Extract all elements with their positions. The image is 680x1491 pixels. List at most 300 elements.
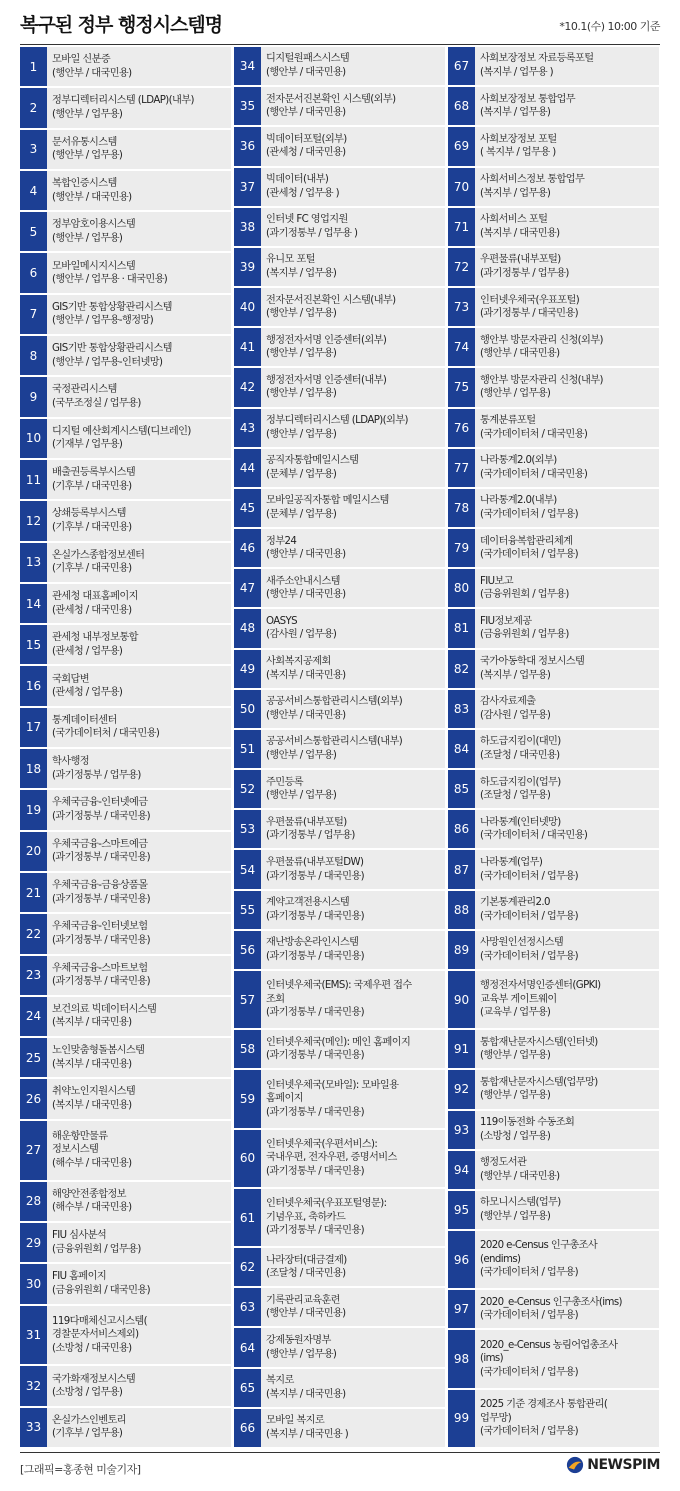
system-name-text: GIS기반 통합상황관리시스템 bbox=[52, 343, 172, 355]
ministry-usage-text: (금융위원회 / 대국민용) bbox=[52, 1284, 151, 1296]
row-number: 11 bbox=[20, 460, 47, 499]
system-name-text: 인터넷우체국(모바일): 모바일용 bbox=[266, 1079, 399, 1091]
row-number: 77 bbox=[448, 449, 475, 487]
ministry-usage-text: (행안부 / 대국민용) bbox=[266, 549, 346, 561]
system-entry bbox=[475, 971, 659, 1028]
system-name-text: 사망원인선정시스템 bbox=[480, 937, 564, 949]
row-number: 88 bbox=[448, 891, 475, 929]
row-number: 30 bbox=[20, 1264, 47, 1303]
ministry-usage-text: (국가데이터처 / 대국민용) bbox=[480, 830, 588, 842]
table-row bbox=[20, 1306, 231, 1365]
row-number: 56 bbox=[234, 931, 261, 969]
system-entry bbox=[261, 1328, 445, 1366]
system-name-text: 공직자통합메일시스템 bbox=[266, 455, 359, 467]
systems-table bbox=[20, 47, 660, 1447]
system-name-text: 기념우표, 축하카드 bbox=[266, 1211, 346, 1223]
ministry-usage-text: (국가데이터처 / 업무용) bbox=[480, 1267, 579, 1279]
system-entry bbox=[261, 1030, 445, 1068]
row-number: 72 bbox=[448, 248, 475, 286]
ministry-usage-text: (행안부 / 업무용) bbox=[52, 150, 123, 162]
ministry-usage-text: (과기정통부 / 업무용 ) bbox=[266, 227, 358, 239]
ministry-usage-text: (관세청 / 대국민용) bbox=[52, 604, 132, 616]
table-row bbox=[234, 87, 445, 125]
ministry-usage-text: (소방청 / 대국민용) bbox=[52, 1342, 132, 1354]
table-row bbox=[20, 1366, 231, 1405]
system-entry bbox=[261, 489, 445, 527]
ministry-usage-text: (과기정통부 / 대국민용) bbox=[266, 950, 365, 962]
table-row bbox=[448, 569, 659, 607]
table-row bbox=[448, 87, 659, 125]
system-entry bbox=[475, 368, 659, 406]
system-name-text: 사회보장정보 통합업무 bbox=[480, 93, 576, 105]
system-name-text: 2020_e-Census 인구총조사(ims) bbox=[480, 1296, 622, 1308]
system-name-text: FIU정보제공 bbox=[480, 615, 532, 627]
system-entry bbox=[475, 87, 659, 125]
system-entry bbox=[475, 208, 659, 246]
system-name-text: 기본통계관리2.0 bbox=[480, 897, 550, 909]
system-entry bbox=[47, 873, 231, 912]
system-name-text: 행안부 방문자관리 신청(외부) bbox=[480, 334, 603, 346]
ministry-usage-text: (국가데이터처 / 업무용) bbox=[480, 1426, 579, 1438]
system-entry bbox=[47, 1366, 231, 1405]
system-name-text: 학사행정 bbox=[52, 756, 89, 768]
system-entry bbox=[47, 1038, 231, 1077]
table-row bbox=[448, 409, 659, 447]
system-name-text: 나라통계2.0(외부) bbox=[480, 455, 557, 467]
system-entry bbox=[261, 810, 445, 848]
row-number: 33 bbox=[20, 1408, 47, 1447]
row-number: 2 bbox=[20, 88, 47, 127]
system-name-text: 나라통계2.0(내부) bbox=[480, 495, 557, 507]
system-name-text: 우체국금융-인터넷예금 bbox=[52, 797, 148, 809]
ministry-usage-text: (국가데이터처 / 대국민용) bbox=[52, 728, 160, 740]
table-row bbox=[448, 47, 659, 85]
table-row bbox=[448, 770, 659, 808]
ministry-usage-text: (행안부 / 업무용) bbox=[52, 232, 123, 244]
system-entry bbox=[47, 625, 231, 664]
table-row bbox=[234, 1130, 445, 1187]
row-number: 87 bbox=[448, 850, 475, 888]
table-row bbox=[448, 810, 659, 848]
system-entry bbox=[261, 730, 445, 768]
system-name-text: 나라통계(업무) bbox=[480, 856, 543, 868]
system-name-text: 새주소안내시스템 bbox=[266, 575, 340, 587]
ministry-usage-text: (과기정통부 / 대국민용) bbox=[266, 1106, 365, 1118]
row-number: 4 bbox=[20, 171, 47, 210]
row-number: 60 bbox=[234, 1130, 261, 1187]
ministry-usage-text: (행안부 / 업무용-인터넷망) bbox=[52, 356, 163, 368]
row-number: 41 bbox=[234, 328, 261, 366]
system-entry bbox=[261, 328, 445, 366]
system-entry bbox=[261, 127, 445, 165]
system-entry bbox=[475, 1330, 659, 1387]
system-name-text: 행정도서관 bbox=[480, 1157, 527, 1169]
ministry-usage-text: (국가데이터처 / 업무용) bbox=[480, 950, 579, 962]
system-entry bbox=[475, 529, 659, 567]
system-entry bbox=[47, 130, 231, 169]
table-row bbox=[448, 449, 659, 487]
table-row bbox=[234, 47, 445, 85]
system-entry bbox=[261, 87, 445, 125]
row-number: 40 bbox=[234, 288, 261, 326]
system-name-text: 강제동원자명부 bbox=[266, 1334, 331, 1346]
row-number: 57 bbox=[234, 971, 261, 1028]
system-name-text: 2025 기준 경제조사 통합관리( bbox=[480, 1398, 608, 1410]
table-row bbox=[20, 47, 231, 86]
table-row bbox=[20, 1182, 231, 1221]
table-row bbox=[448, 208, 659, 246]
ministry-usage-text: (국가데이터처 / 업무용) bbox=[480, 1310, 579, 1322]
table-row bbox=[20, 1038, 231, 1077]
row-number: 71 bbox=[448, 208, 475, 246]
system-entry bbox=[261, 850, 445, 888]
row-number: 46 bbox=[234, 529, 261, 567]
table-row bbox=[234, 368, 445, 406]
top-divider bbox=[20, 44, 660, 45]
row-number: 92 bbox=[448, 1070, 475, 1108]
row-number: 93 bbox=[448, 1111, 475, 1149]
table-row bbox=[448, 288, 659, 326]
system-entry bbox=[475, 730, 659, 768]
system-entry bbox=[475, 650, 659, 688]
system-entry bbox=[47, 47, 231, 86]
ministry-usage-text: (기후부 / 업무용) bbox=[52, 1428, 123, 1440]
ministry-usage-text: (복지부 / 대국민용 ) bbox=[266, 1428, 349, 1440]
table-row bbox=[20, 212, 231, 251]
row-number: 98 bbox=[448, 1330, 475, 1387]
row-number: 1 bbox=[20, 47, 47, 86]
ministry-usage-text: (과기정통부 / 대국민용) bbox=[266, 910, 365, 922]
ministry-usage-text: (과기정통부 / 대국민용) bbox=[52, 852, 151, 864]
system-name-text: 우체국금융-스마트예금 bbox=[52, 838, 148, 850]
table-row bbox=[234, 650, 445, 688]
system-entry bbox=[475, 1231, 659, 1288]
system-entry bbox=[475, 850, 659, 888]
system-entry bbox=[475, 770, 659, 808]
ministry-usage-text: (국가데이터처 / 대국민용) bbox=[480, 428, 588, 440]
system-entry bbox=[475, 891, 659, 929]
table-row bbox=[448, 1111, 659, 1149]
system-entry bbox=[475, 931, 659, 969]
row-number: 5 bbox=[20, 212, 47, 251]
table-row bbox=[234, 1030, 445, 1068]
row-number: 13 bbox=[20, 543, 47, 582]
system-entry bbox=[47, 790, 231, 829]
system-entry bbox=[47, 1408, 231, 1447]
ministry-usage-text: (국가데이터처 / 업무용) bbox=[480, 870, 579, 882]
system-name-text: 우체국금융-금융상품몰 bbox=[52, 879, 148, 891]
table-row bbox=[234, 1328, 445, 1366]
table-row bbox=[448, 368, 659, 406]
table-row bbox=[20, 130, 231, 169]
ministry-usage-text: (과기정통부 / 대국민용) bbox=[266, 1007, 365, 1019]
ministry-usage-text: (국무조정실 / 업무용) bbox=[52, 398, 141, 410]
system-name-text: (endims) bbox=[480, 1253, 521, 1265]
system-entry bbox=[261, 368, 445, 406]
system-name-text: 경찰문자서비스제외) bbox=[52, 1329, 139, 1341]
ministry-usage-text: (행안부 / 대국민용) bbox=[480, 348, 560, 360]
table-row bbox=[448, 1231, 659, 1288]
row-number: 52 bbox=[234, 770, 261, 808]
row-number: 65 bbox=[234, 1369, 261, 1407]
system-name-text: 국회답변 bbox=[52, 673, 89, 685]
table-row bbox=[20, 88, 231, 127]
table-row bbox=[234, 168, 445, 206]
system-name-text: 2020 e-Census 인구총조사 bbox=[480, 1240, 598, 1252]
table-row bbox=[20, 914, 231, 953]
system-name-text: 사회서비스정보 통합업무 bbox=[480, 174, 585, 185]
table-row bbox=[20, 1408, 231, 1447]
ministry-usage-text: (국가데이터처 / 업무용) bbox=[480, 508, 579, 520]
row-number: 21 bbox=[20, 873, 47, 912]
system-entry bbox=[47, 956, 231, 995]
table-row bbox=[234, 1070, 445, 1127]
column-3 bbox=[448, 47, 659, 1447]
system-entry bbox=[47, 584, 231, 623]
table-row bbox=[448, 1390, 659, 1447]
system-name-text: GIS기반 통합상황관리시스템 bbox=[52, 301, 172, 313]
table-row bbox=[234, 208, 445, 246]
graphic-credit: [그래픽=홍종현 미술기자] bbox=[20, 1463, 141, 1476]
system-name-text: 인터넷우체국(메인): 메인 홈페이지 bbox=[266, 1036, 411, 1048]
row-number: 15 bbox=[20, 625, 47, 664]
ministry-usage-text: (행안부 / 대국민용) bbox=[52, 191, 132, 203]
system-name-text: 행정전자서명 인증센터(외부) bbox=[266, 334, 387, 346]
row-number: 43 bbox=[234, 409, 261, 447]
system-name-text: 정부디렉터리시스템 (LDAP)(내부) bbox=[52, 95, 194, 107]
system-name-text: 해양안전종합정보 bbox=[52, 1188, 126, 1200]
table-row bbox=[448, 650, 659, 688]
system-entry bbox=[475, 449, 659, 487]
system-name-text: 사회복지공제회 bbox=[266, 656, 331, 668]
table-row bbox=[234, 569, 445, 607]
system-name-text: 인터넷우체국(우표포털영문): bbox=[266, 1198, 387, 1210]
system-name-text: 전자문서진본확인 시스템(내부) bbox=[266, 294, 396, 306]
ministry-usage-text: (기후부 / 대국민용) bbox=[52, 563, 132, 575]
table-row bbox=[448, 1191, 659, 1229]
ministry-usage-text: (과기정통부 / 대국민용) bbox=[52, 934, 151, 946]
page-title: 복구된 정부 행정시스템명 bbox=[20, 14, 223, 36]
system-name-text: 데이터융복합관리체계 bbox=[480, 535, 573, 547]
system-entry bbox=[475, 47, 659, 85]
ministry-usage-text: (행안부 / 업무용) bbox=[266, 308, 337, 320]
row-number: 28 bbox=[20, 1182, 47, 1221]
system-name-text: 정부암호이용시스템 bbox=[52, 219, 136, 231]
row-number: 66 bbox=[234, 1409, 261, 1447]
table-row bbox=[234, 1189, 445, 1246]
system-entry bbox=[475, 168, 659, 206]
ministry-usage-text: (과기정통부 / 대국민용) bbox=[52, 810, 151, 822]
table-row bbox=[20, 1079, 231, 1118]
system-name-text: 온실가스종합정보센터 bbox=[52, 549, 145, 561]
row-number: 23 bbox=[20, 956, 47, 995]
system-entry bbox=[475, 328, 659, 366]
ministry-usage-text: (행안부 / 대국민용) bbox=[266, 107, 346, 119]
table-row bbox=[448, 1290, 659, 1328]
system-entry bbox=[47, 88, 231, 127]
ministry-usage-text: (국가데이터처 / 업무용) bbox=[480, 549, 579, 561]
row-number: 89 bbox=[448, 931, 475, 969]
system-name-text: (ims) bbox=[480, 1353, 504, 1365]
ministry-usage-text: (관세청 / 대국민용) bbox=[266, 147, 346, 159]
system-entry bbox=[47, 708, 231, 747]
table-row bbox=[448, 971, 659, 1028]
system-name-text: 인터넷우체국(우편서비스): bbox=[266, 1138, 378, 1150]
table-row bbox=[20, 460, 231, 499]
row-number: 37 bbox=[234, 168, 261, 206]
ministry-usage-text: (국가데이터처 / 대국민용) bbox=[480, 468, 588, 480]
system-entry bbox=[261, 1409, 445, 1447]
table-row bbox=[20, 584, 231, 623]
row-number: 12 bbox=[20, 501, 47, 540]
system-entry bbox=[475, 569, 659, 607]
system-name-text: 우편물류(내부포털) bbox=[480, 254, 561, 266]
system-name-text: 상쇄등록부시스템 bbox=[52, 508, 126, 520]
table-row bbox=[20, 832, 231, 871]
ministry-usage-text: (행안부 / 업무용) bbox=[266, 388, 337, 400]
system-name-text: 기록관리교육훈련 bbox=[266, 1294, 340, 1306]
system-entry bbox=[261, 47, 445, 85]
ministry-usage-text: (행안부 / 대국민용) bbox=[266, 589, 346, 601]
bottom-divider bbox=[20, 1452, 660, 1453]
ministry-usage-text: (복지부 / 대국민용) bbox=[52, 1100, 132, 1112]
system-entry bbox=[47, 543, 231, 582]
system-name-text: 국가화재정보시스템 bbox=[52, 1373, 136, 1385]
table-row bbox=[20, 171, 231, 210]
table-row bbox=[234, 248, 445, 286]
system-name-text: 하도급지킴이(대민) bbox=[480, 736, 561, 748]
system-name-text: 노인맞춤형돌봄시스템 bbox=[52, 1045, 145, 1057]
table-row bbox=[234, 971, 445, 1028]
system-name-text: 인터넷 FC 영업지원 bbox=[266, 214, 348, 226]
system-entry bbox=[47, 212, 231, 251]
system-entry bbox=[47, 1121, 231, 1180]
row-number: 69 bbox=[448, 127, 475, 165]
system-entry bbox=[475, 1191, 659, 1229]
system-name-text: 관세청 대표홈페이지 bbox=[52, 590, 138, 602]
system-name-text: 정부24 bbox=[266, 535, 297, 547]
system-name-text: 행정전자서명 인증센터(내부) bbox=[266, 374, 387, 386]
table-row bbox=[234, 409, 445, 447]
system-name-text: FIU 홈페이지 bbox=[52, 1271, 107, 1283]
table-row bbox=[20, 956, 231, 995]
system-name-text: 감사자료제출 bbox=[480, 696, 536, 708]
ministry-usage-text: (과기정통부 / 대국민용) bbox=[52, 976, 151, 988]
system-entry bbox=[261, 208, 445, 246]
table-row bbox=[234, 810, 445, 848]
system-entry bbox=[261, 449, 445, 487]
table-row bbox=[448, 489, 659, 527]
system-name-text: 정보시스템 bbox=[52, 1144, 99, 1156]
system-entry bbox=[261, 168, 445, 206]
system-entry bbox=[261, 409, 445, 447]
ministry-usage-text: (과기정통부 / 대국민용) bbox=[266, 1225, 365, 1237]
ministry-usage-text: (행안부 / 대국민용) bbox=[52, 67, 132, 79]
ministry-usage-text: (금융위원회 / 업무용) bbox=[480, 589, 569, 601]
system-name-text: 빅데이터(내부) bbox=[266, 174, 329, 185]
row-number: 20 bbox=[20, 832, 47, 871]
table-row bbox=[448, 850, 659, 888]
row-number: 50 bbox=[234, 690, 261, 728]
table-row bbox=[448, 529, 659, 567]
ministry-usage-text: (복지부 / 대국민용) bbox=[52, 1058, 132, 1070]
system-name-text: 모바일메시지시스템 bbox=[52, 260, 136, 272]
table-row bbox=[20, 501, 231, 540]
ministry-usage-text: (문체부 / 업무용) bbox=[266, 508, 337, 520]
system-name-text: 통합재난문자시스템(인터넷) bbox=[480, 1036, 598, 1048]
table-row bbox=[234, 850, 445, 888]
ministry-usage-text: ( 복지부 / 업무용 ) bbox=[480, 147, 556, 159]
ministry-usage-text: (금융위원회 / 업무용) bbox=[480, 629, 569, 641]
system-name-text: 재난방송온라인시스템 bbox=[266, 937, 359, 949]
ministry-usage-text: (행안부 / 업무용) bbox=[266, 790, 337, 802]
table-row bbox=[20, 295, 231, 334]
system-name-text: 조회 bbox=[266, 993, 285, 1005]
ministry-usage-text: (기후부 / 대국민용) bbox=[52, 521, 132, 533]
row-number: 62 bbox=[234, 1248, 261, 1286]
ministry-usage-text: (행안부 / 업무용) bbox=[266, 750, 337, 761]
row-number: 64 bbox=[234, 1328, 261, 1366]
row-number: 73 bbox=[448, 288, 475, 326]
ministry-usage-text: (과기정통부 / 업무용) bbox=[480, 267, 569, 279]
ministry-usage-text: (기후부 / 대국민용) bbox=[52, 480, 132, 492]
ministry-usage-text: (과기정통부 / 대국민용) bbox=[266, 1166, 365, 1178]
row-number: 45 bbox=[234, 489, 261, 527]
system-entry bbox=[475, 1030, 659, 1068]
system-name-text: FIU 심사분석 bbox=[52, 1230, 107, 1241]
row-number: 32 bbox=[20, 1366, 47, 1405]
table-row bbox=[448, 891, 659, 929]
table-row bbox=[448, 690, 659, 728]
table-row bbox=[448, 328, 659, 366]
system-entry bbox=[475, 127, 659, 165]
table-row bbox=[234, 529, 445, 567]
row-number: 17 bbox=[20, 708, 47, 747]
system-name-text: 전자문서진본확인 시스템(외부) bbox=[266, 93, 396, 105]
row-number: 38 bbox=[234, 208, 261, 246]
row-number: 16 bbox=[20, 666, 47, 705]
system-entry bbox=[475, 1290, 659, 1328]
system-entry bbox=[261, 569, 445, 607]
row-number: 91 bbox=[448, 1030, 475, 1068]
table-row bbox=[20, 1223, 231, 1262]
ministry-usage-text: (복지부 / 업무용) bbox=[266, 267, 337, 279]
ministry-usage-text: (행안부 / 업무용-행정망) bbox=[52, 315, 154, 327]
row-number: 59 bbox=[234, 1070, 261, 1127]
system-name-text: 취약노인지원시스템 bbox=[52, 1086, 136, 1098]
ministry-usage-text: (행안부 / 업무용 · 대국민용) bbox=[52, 274, 168, 286]
table-row bbox=[234, 1369, 445, 1407]
ministry-usage-text: (과기정통부 / 대국민용) bbox=[266, 870, 365, 882]
system-name-text: 인터넷우체국(우표포털) bbox=[480, 294, 580, 306]
ministry-usage-text: (행안부 / 대국민용) bbox=[266, 67, 346, 79]
system-entry bbox=[47, 749, 231, 788]
system-entry bbox=[475, 489, 659, 527]
system-name-text: 사회보장정보 포털 bbox=[480, 133, 557, 145]
ministry-usage-text: (복지부 / 업무용) bbox=[480, 669, 551, 681]
row-number: 58 bbox=[234, 1030, 261, 1068]
table-row bbox=[234, 1409, 445, 1447]
table-row bbox=[20, 1121, 231, 1180]
ministry-usage-text: (감사원 / 업무용) bbox=[480, 709, 551, 721]
system-entry bbox=[261, 1369, 445, 1407]
row-number: 7 bbox=[20, 295, 47, 334]
system-name-text: 홈페이지 bbox=[266, 1093, 303, 1105]
table-row bbox=[20, 253, 231, 292]
ministry-usage-text: (행안부 / 업무용) bbox=[266, 428, 337, 440]
system-name-text: 빅데이터포털(외부) bbox=[266, 133, 347, 145]
system-entry bbox=[47, 295, 231, 334]
